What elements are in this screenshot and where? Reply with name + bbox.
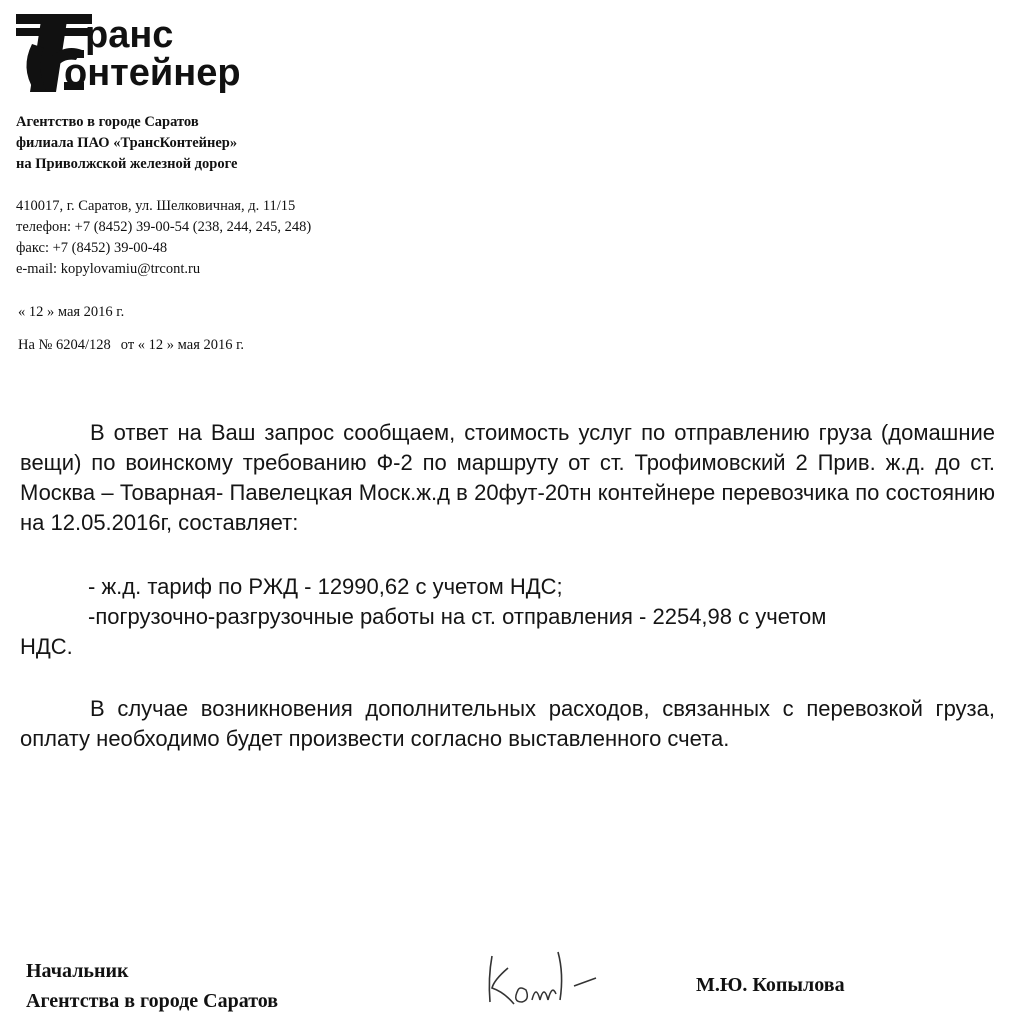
signatory-title	[26, 956, 278, 1016]
signatory-title-line1: Начальник	[26, 960, 129, 982]
phone: телефон: +7 (8452) 39-00-54 (238, 244, 245, 248)	[16, 219, 312, 235]
signatory-title-line2: Агентства в городе Саратов	[26, 990, 279, 1012]
org-line-3: на Приволжской железной дороге	[16, 156, 238, 172]
logo-text-line1: ранс	[85, 14, 174, 56]
cost-item-loading-tail: НДС.	[20, 634, 73, 659]
organization-header	[16, 112, 237, 175]
email: e-mail: kopylovamiu@trcont.ru	[16, 261, 201, 277]
letter-body	[20, 418, 995, 754]
reference-number: На № 6204/128	[18, 337, 111, 353]
handwritten-signature	[478, 944, 618, 1014]
company-logo	[12, 4, 272, 104]
body-paragraph-3: В случае возникновения дополнительных расходов, связанных с перевозкой груза, оплату необходимо будет произвести согласно выставленного счета.	[20, 696, 995, 751]
fax: факс: +7 (8452) 39-00-48	[16, 240, 168, 256]
signatory-name: М.Ю. Копылова	[696, 974, 845, 996]
letter-date: « 12 » мая 2016 г.	[18, 304, 125, 320]
contact-block	[16, 196, 311, 280]
cost-item-loading: -погрузочно-разгрузочные работы на ст. отправления - 2254,98 с учетом	[88, 604, 827, 629]
body-paragraph-1: В ответ на Ваш запрос сообщаем, стоимость услуг по отправлению груза (домашние вещи) по воинскому требованию Ф-2 по маршруту от ст. Трофимовский 2 Прив. ж.д. до ст. Москва – Товарная- Павелецкая Моск.ж.д в 20фут-20тн контейнере перевозчика по состоянию на 12.05.2016г, составляет:	[20, 420, 995, 535]
cost-item-tariff: - ж.д. тариф по РЖД - 12990,62 с учетом НДС;	[88, 574, 563, 599]
signature-icon	[478, 944, 618, 1014]
org-line-2: филиала ПАО «ТрансКонтейнер»	[16, 135, 238, 151]
address: 410017, г. Саратов, ул. Шелковичная, д. 11/15	[16, 198, 296, 214]
org-line-1: Агентство в городе Саратов	[16, 114, 199, 130]
logo-text-line2: онтейнер	[64, 52, 241, 94]
reference-line	[18, 337, 244, 354]
reference-date: от « 12 » мая 2016 г.	[120, 337, 245, 353]
